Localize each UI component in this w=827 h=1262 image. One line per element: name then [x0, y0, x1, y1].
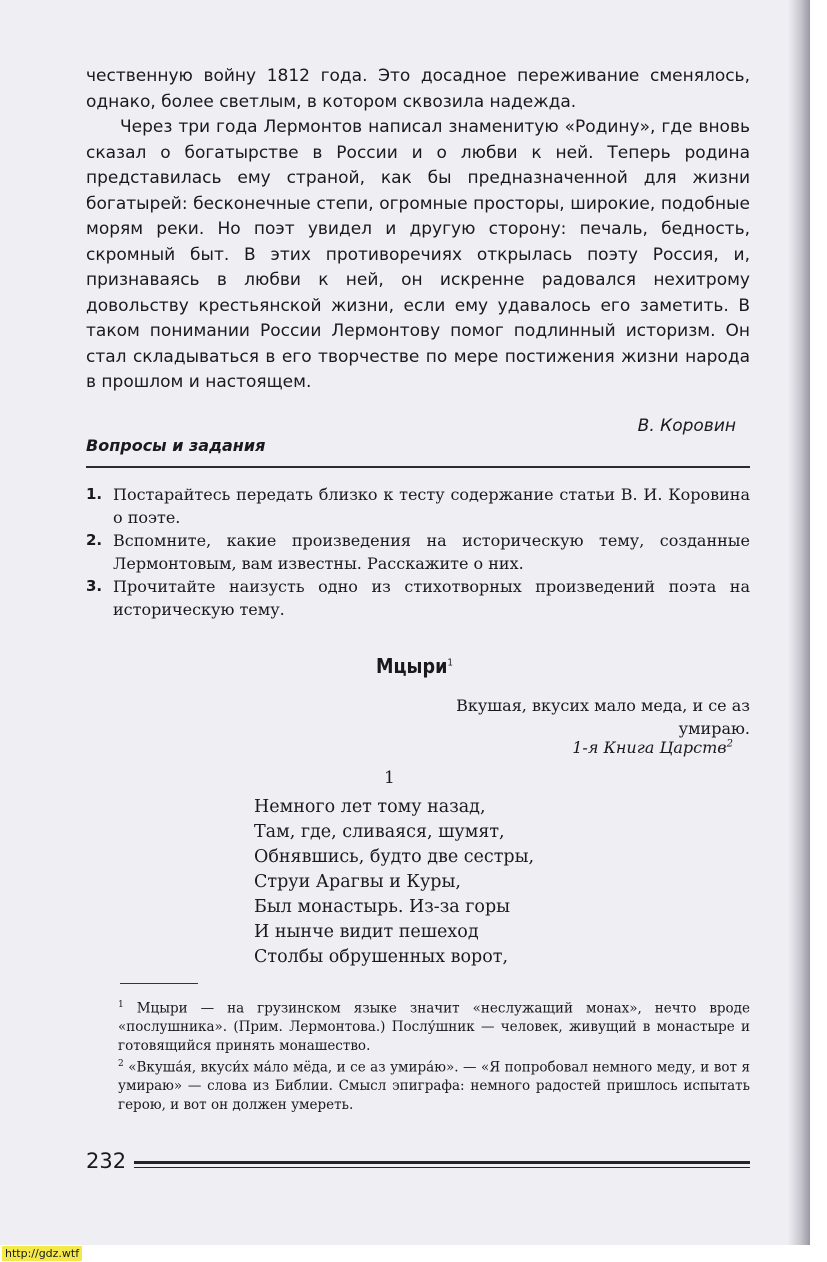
article-paragraph: чественную войну 1812 года. Это досадное переживание сменялось, однако, более светлым, в котором сквозила надежда.: [86, 66, 750, 112]
epigraph: Вкушая, вкусих мало меда, и се аз умираю.: [456, 696, 750, 738]
footnote-mark: 1: [118, 1000, 124, 1010]
page-binding-shadow: [788, 0, 810, 1245]
article-author: В. Коровин: [637, 416, 736, 436]
footnote-text: «Вкуша́я, вкуси́х ма́ло мёда, и се аз умира́ю». — «Я попробовал немного меду, и вот я умираю» — слова из Библии. Смысл эпиграфа: немного радостей пришлось испытать герою, и вот он должен умереть.: [118, 1059, 750, 1113]
section-heading: Вопросы и задания: [86, 436, 266, 455]
poem-title: [376, 654, 453, 678]
footnote: [118, 1055, 750, 1114]
question-text: Вспомните, какие произведения на историческую тему, созданные Лермонтовым, вам известны. Расскажите о них.: [113, 531, 750, 573]
question-number: 2.: [86, 531, 103, 549]
list-item: [86, 575, 750, 621]
footnotes: [118, 996, 750, 1114]
page-number: 232: [86, 1149, 127, 1173]
poem-line: Столбы обрушенных ворот,: [254, 947, 509, 967]
poem-line: Немного лет тому назад,: [254, 797, 486, 817]
poem-line: Обнявшись, будто две сестры,: [254, 847, 535, 867]
footnote-marker: 2: [726, 738, 733, 750]
watermark-link[interactable]: http://gdz.wtf: [2, 1246, 82, 1261]
question-text: Прочитайте наизусть одно из стихотворных произведений поэта на историческую тему.: [113, 577, 750, 619]
footnote-text: Мцыри — на грузинском языке значит «неслужащий монах», нечто вроде «послушника». (Прим. Лермонтова.) Послу́шник — человек, живущий в монастыре и готовящийся принять монашество.: [118, 1000, 750, 1054]
poem-line: Струи Арагвы и Куры,: [254, 872, 461, 892]
list-item: [86, 483, 750, 529]
stanza-number: 1: [384, 768, 395, 788]
poem-line: Там, где, сливаяся, шумят,: [254, 822, 505, 842]
footnote-marker: 1: [447, 657, 454, 669]
footnote-mark: 2: [118, 1059, 124, 1069]
article-paragraph: Через три года Лермонтов написал знаменитую «Родину», где вновь сказал о богатырстве в России и о любви к ней. Теперь родина представилась ему страной, как бы предназначенной для жизни богатырей: бесконечные степи, огромные просторы, широкие, подобные морям реки. Но поэт увидел и другую сторону: печаль, бедность, скромный быт. В этих противоречиях открылась поэту Россия, и, признаваясь в любви к ней, он искренне радовался нехитрому довольству крестьянской жизни, если ему удавалось его заметить. В таком понимании России Лермонтову помог подлинный историзм. Он стал складываться в его творчестве по мере постижения жизни народа в прошлом и настоящем.: [86, 117, 750, 392]
poem-line: И нынче видит пешеход: [254, 922, 479, 942]
heading-divider: [86, 466, 750, 468]
question-number: 1.: [86, 485, 103, 503]
list-item: [86, 529, 750, 575]
article-text: [86, 64, 750, 396]
footer-divider: [134, 1161, 750, 1164]
poem-lines: [254, 795, 534, 970]
question-list: [86, 483, 750, 621]
footnote: [118, 996, 750, 1055]
poem-line: Был монастырь. Из-за горы: [254, 897, 511, 917]
question-number: 3.: [86, 577, 103, 595]
epigraph-source-text: 1-я Книга Царств: [572, 738, 727, 757]
poem-title-text: Мцыри: [376, 654, 448, 678]
epigraph-source: [572, 738, 733, 757]
footnote-divider: [120, 983, 198, 984]
question-text: Постарайтесь передать близко к тесту содержание статьи В. И. Коровина о поэте.: [113, 485, 750, 527]
footer-divider-thin: [134, 1167, 750, 1168]
